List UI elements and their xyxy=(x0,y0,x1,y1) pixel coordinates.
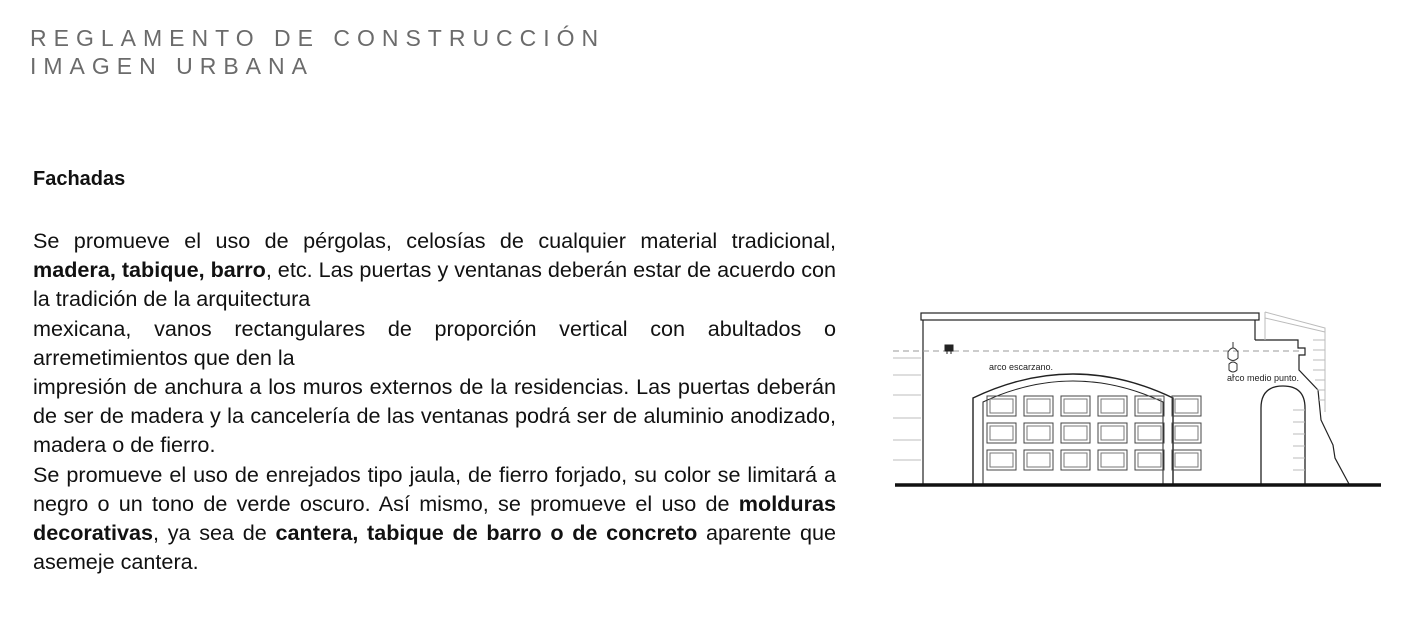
facade-elevation-drawing xyxy=(893,300,1383,495)
header-title: REGLAMENTO DE CONSTRUCCIÓN xyxy=(30,25,606,51)
paragraph-2: mexicana, vanos rectangulares de proporción vertical con abultados o arremetimientos que den la xyxy=(33,315,836,370)
body-text xyxy=(33,226,836,576)
label-arco-escarzano: arco escarzano. xyxy=(989,362,1054,372)
door-panel-inset xyxy=(1175,453,1198,467)
text-run: , etc. Las puertas y ventanas deberán estar de acuerdo con la tradición de la arquitectura xyxy=(33,257,837,312)
text-run: Se promueve el uso de enrejados tipo jaula, de fierro forjado, su color se limitará a negro o un tono de verde oscuro. Así mismo, se promueve el uso de xyxy=(33,461,836,516)
paragraph-3: impresión de anchura a los muros externos de la residencias. Las puertas deberán de ser de madera y la cancelería de las ventanas podrá ser de aluminio anodizado, madera o de fierro. xyxy=(33,374,836,458)
section-title: Fachadas xyxy=(33,168,126,190)
round-arch-opening xyxy=(1261,386,1305,484)
arch-steps xyxy=(1293,410,1305,470)
paragraph-1 xyxy=(33,226,836,314)
context-lines xyxy=(893,358,921,460)
wall-lamp-icon xyxy=(945,345,953,354)
header-subtitle: IMAGEN URBANA xyxy=(30,53,314,79)
bold-text-run: madera, tabique, barro xyxy=(33,257,266,283)
text-run: , ya sea de xyxy=(153,520,276,546)
door-panel-inset xyxy=(1175,399,1198,413)
paragraph-4 xyxy=(33,460,836,577)
door-panel-inset xyxy=(1175,426,1198,440)
text-run: Se promueve el uso de pérgolas, celosías de cualquier material tradicional, xyxy=(33,228,836,253)
bold-text-run: molduras decorativas xyxy=(33,490,836,546)
bold-text-run: cantera, tabique de barro o de concreto xyxy=(275,520,698,546)
label-arco-medio-punto: arco medio punto. xyxy=(1227,373,1300,383)
right-wall xyxy=(1255,340,1349,484)
text-run: aparente que asemeje cantera. xyxy=(33,520,836,575)
right-stair xyxy=(1265,312,1325,412)
document-header xyxy=(30,24,605,80)
